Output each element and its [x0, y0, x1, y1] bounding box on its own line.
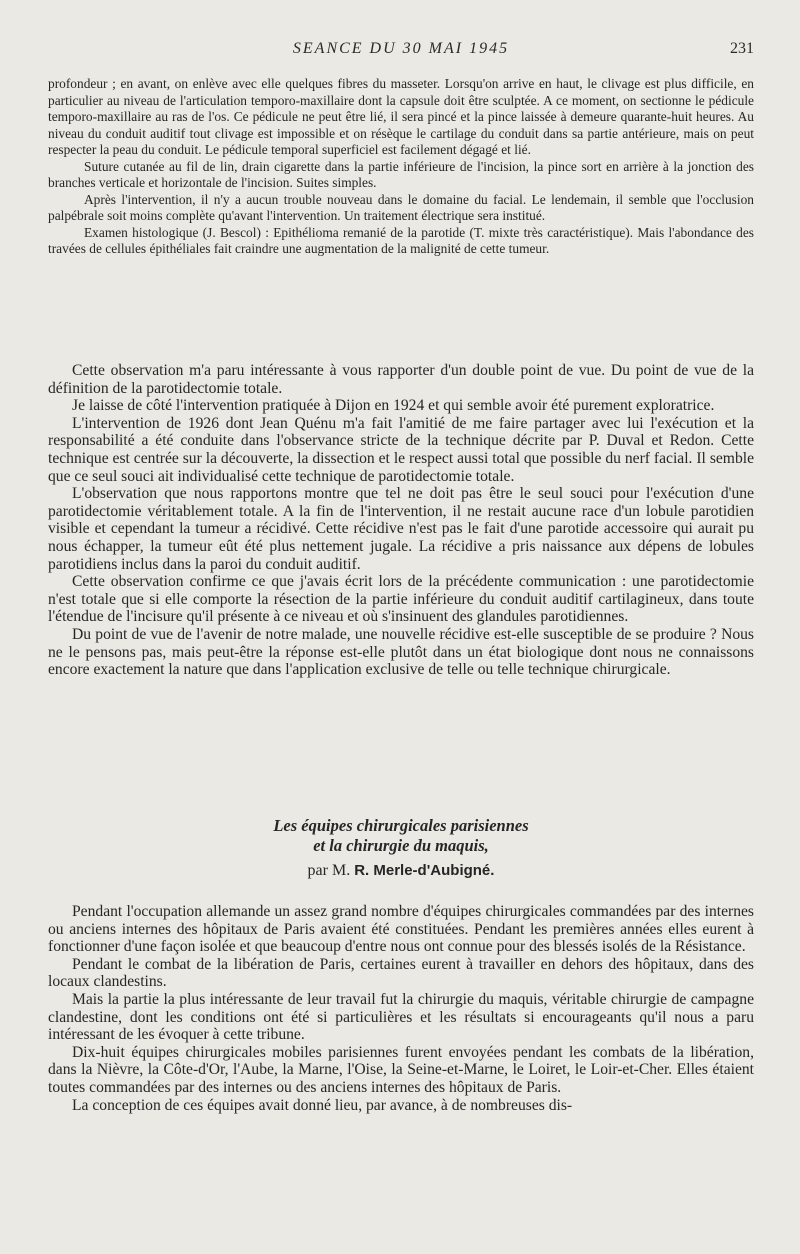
- case-paragraph: Examen histologique (J. Bescol) : Epithélioma remanié de la parotide (T. mixte très caractéristique). Mais l'abondance des travées de cellules épithéliales fait craindre une augmentation de la malignité de cette tumeur.: [48, 224, 754, 256]
- article-title: [48, 816, 754, 856]
- case-paragraph: Suture cutanée au fil de lin, drain cigarette dans la partie inférieure de l'incision, la pince sort en arrière à la jonction des branches verticale et horizontale de l'incision. Suites simples.: [48, 158, 754, 190]
- article-body: [48, 903, 754, 1114]
- case-paragraph: Après l'intervention, il n'y a aucun trouble nouveau dans le domaine du facial. Le lendemain, il semble que l'occlusion palpébrale soit moins complète qu'avant l'intervention. Un traitement électrique sera institué.: [48, 191, 754, 223]
- commentary-paragraph: Je laisse de côté l'intervention pratiquée à Dijon en 1924 et qui semble avoir été purement exploratrice.: [72, 397, 715, 415]
- commentary-paragraph: Cette observation confirme ce que j'avais écrit lors de la précédente communication : une parotidectomie n'est totale que si elle comporte la résection de la partie inférieure du conduit auditif cartilagineux, dans toute l'étendue de l'incisure qu'il présente à ce niveau et où s'insinuent des glandules parotidiennes.: [48, 573, 754, 626]
- commentary-paragraph: Du point de vue de l'avenir de notre malade, une nouvelle récidive est-elle susceptible de se produire ? Nous ne le pensons pas, mais peut-être la réponse est-elle plutôt dans un état biologique dont nous ne connaissons encore exactement la nature que dans l'application exclusive de telle ou telle technique chirurgicale.: [48, 625, 754, 679]
- article-paragraph: Pendant le combat de la libération de Paris, certaines eurent à travailler en dehors des hôpitaux, dans des locaux clandestins.: [48, 955, 754, 991]
- case-report-section: [48, 76, 754, 258]
- commentary-paragraph: L'intervention de 1926 dont Jean Quénu m'a fait l'amitié de me faire partager avec lui l'exécution et la responsabilité a été conduite dans l'observance stricte de la technique décrite par P. Duval et Redon. Cette technique est centrée sur la découverte, la dissection et le respect aussi total que possible du nerf facial. Il semble que ce seul souci ait individualisé cette technique de parotidectomie totale.: [48, 414, 754, 485]
- page-header: [48, 40, 754, 64]
- article-title-line-1: Les équipes chirurgicales parisiennes: [273, 816, 529, 835]
- commentary-paragraph: Cette observation m'a paru intéressante à vous rapporter d'un double point de vue. Du point de vue de la définition de la parotidectomie totale.: [48, 362, 754, 397]
- article-paragraph: Dix-huit équipes chirurgicales mobiles parisiennes furent envoyées pendant les combats de la libération, dans la Nièvre, la Côte-d'Or, l'Aube, la Marne, l'Oise, la Seine-et-Marne, le Loiret, le Loir-et-Cher. Elles étaient toutes commandées par des internes ou des anciens internes des hôpitaux de Paris.: [48, 1043, 754, 1096]
- author-name: R. Merle-d'Aubigné.: [354, 862, 495, 879]
- running-title: SEANCE DU 30 MAI 1945: [292, 40, 510, 57]
- article-paragraph: Mais la partie la plus intéressante de leur travail fut la chirurgie du maquis, véritable chirurgie de campagne clandestine, dont les conditions ont été si particulières et les résultats si encourageants qu'il nous a paru intéressant de les évoquer à cette tribune.: [48, 990, 754, 1044]
- article-byline: [48, 862, 754, 880]
- article-paragraph: Pendant l'occupation allemande un assez grand nombre d'équipes chirurgicales commandées par des internes ou anciens internes des hôpitaux de Paris avaient été constituées. Pendant les premières années elles eurent à fonctionner d'une façon isolée et que beaucoup d'entre nous ont connue pour des blessés isolés de la Résistance.: [48, 903, 754, 956]
- article-paragraph: La conception de ces équipes avait donné lieu, par avance, à de nombreuses dis-: [72, 1096, 573, 1114]
- observation-commentary: [48, 362, 754, 679]
- byline-prefix: par M.: [307, 862, 351, 879]
- page-number: 231: [730, 40, 754, 57]
- case-paragraph: profondeur ; en avant, on enlève avec elle quelques fibres du masseter. Lorsqu'on arrive en haut, le clivage est plus difficile, en particulier au niveau de l'articulation temporo-maxillaire dont la capsule doit être sculptée. A ce moment, on sectionne le pédicule temporo-maxillaire au ras de l'os. Ce pédicule ne peut être lié, il sera pincé et la pince laissée à demeure quarante-huit heures. Au niveau du conduit auditif tout clivage est impossible et on résèque le cartilage du conduit dans sa partie antérieure, mais on peut respecter la peau du conduit. Le pédicule temporal superficiel est facilement dégagé et lié.: [48, 76, 754, 157]
- commentary-paragraph: L'observation que nous rapportons montre que tel ne doit pas être le seul souci pour l'exécution d'une parotidectomie véritablement totale. A la fin de l'intervention, il ne restait aucune race d'un lobule parotidien visible et cependant la tumeur a récidivé. Cette récidive n'est pas le fait d'une parotide accessoire qui aurait pu nous échapper, la tumeur eût été plus nettement jugale. La récidive a pris naissance aux dépens de lobules parotidiens inclus dans la paroi du conduit auditif.: [48, 485, 754, 573]
- article-title-line-2: et la chirurgie du maquis,: [313, 836, 489, 855]
